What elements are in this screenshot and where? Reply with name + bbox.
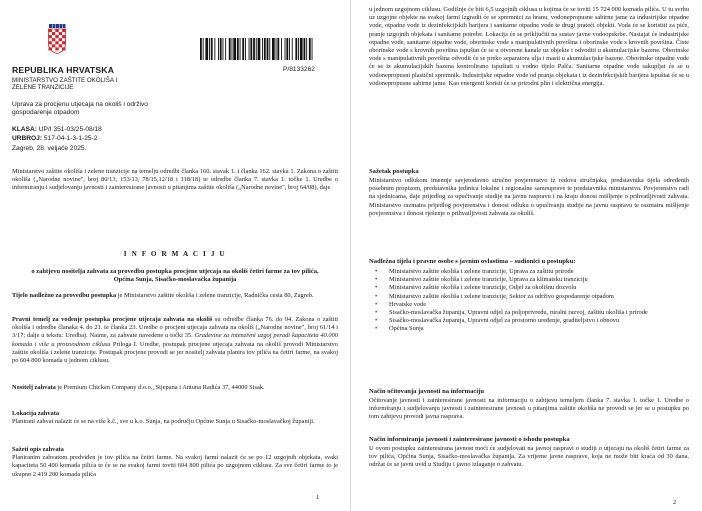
competent-body-text: je Ministarstvo zaštite okoliša i zelene tranzicije, Radnička cesta 80, Zagreb. xyxy=(116,292,314,299)
klasa-label: KLASA: xyxy=(12,126,37,133)
list-item: • Općina Sunja xyxy=(369,325,689,333)
directorate-name: Uprava za procjenu utjecaja na okoliš i održivo gospodarenje otpadom xyxy=(12,101,148,117)
summary-title: Sažeti opis zahvata xyxy=(12,446,64,453)
document-page-1 xyxy=(0,0,350,511)
document-title: I N F O R M A C I J U xyxy=(123,250,227,258)
intro-paragraph: Ministarstvo zaštite okoliša i zelene tranzicije na temelju odredbi članka 160. stavak 1. i članka 162. stavka 1. Zakona o zaštiti okoliša („Narodne novine", broj 80/13, 153/13, 78/15,12/18 i 118/18) te odredbe članka 7. stavka 1. točke 1. Uredbe o informiranju i sudjelovanju javnosti i zainteresirane javnosti u pitanjima zaštite okoliša („Narodne novine", broj 64/08), daje xyxy=(12,168,338,192)
urbroj-label: URBROJ: xyxy=(12,134,43,142)
legal-basis-text-1: su odredbe članka 76. do 94. Zakona o zaštiti okoliša i odredbe članaka 4. do 21. te članka 23. Uredbe o procjeni utjecaja zahvata na okoliš („Narodne novine", broj 61/14 i 3/17; dalje u tekstu: Uredba). Naime, za zahvate navedene u točki 35. xyxy=(12,316,338,340)
location-text: Planirani zahvat nalazit će se na više k.č., sve u k.o. Sunja, na području Općine Sunja u Sisačko-moslavačkoj županiji. xyxy=(12,418,315,426)
republic-heading: REPUBLIKA HRVATSKA xyxy=(12,65,115,75)
summary-section xyxy=(12,446,338,479)
place-date: Zagreb, 28. veljače 2025. xyxy=(12,145,87,153)
croatian-coat-of-arms-icon xyxy=(48,24,66,54)
list-item: • Sisačko-moslavačka županija, Upravni odjel za poljoprivredu, ruralni razvoj, zaštitu okoliša i prirode xyxy=(369,309,689,317)
authorities-list xyxy=(369,268,689,334)
location-title: Lokacija zahvata xyxy=(12,410,60,417)
authorities-title: Nadležna tijela i pravne osobe s javnim ovlastima – sudionici u postupku: xyxy=(369,258,576,265)
location-section xyxy=(12,410,338,426)
list-item: • Ministarstvo zaštite okoliša i zelene tranzicije, Uprava za klimatsku tranziciju xyxy=(369,276,689,284)
procedure-text: Ministarstvo odlukom imenuje savjetodavno stručno povjerenstvo iz redova stručnjaka, predstavnika tijela određenih posebnim propisom, predstavnika jedinica lokalne i regionalne samouprave te predstavnika ministarstva. Povjerenstvo radi na sjednicama, daje prijedlog za upućivanje studije na javnu raspravu i na kraju donosi mišljenje o prihvatljivosti zahvata. Ministarstvo razmatra prijedlog povjerenstva i donosi odluku o upućivanju studije na javnu raspravu te razmatra mišljenje povjerenstva i donosi rješenje o prihvatljivosti zahvata za okoliš. xyxy=(369,177,689,217)
document-page-2 xyxy=(351,0,702,511)
legal-basis-paragraph xyxy=(12,316,338,365)
list-item: • Hrvatske vode xyxy=(369,301,689,309)
klasa-value: UP/I 351-03/25-08/18 xyxy=(38,126,102,133)
competent-body-paragraph xyxy=(12,292,338,300)
urbroj-value: 517-04-1-3-1-25-2 xyxy=(43,134,98,142)
inform-title: Način očitovanja javnosti na informaciju xyxy=(369,388,485,395)
page-number: 1 xyxy=(316,494,320,501)
list-item: • Ministarstvo zaštite okoliša i zelene tranzicije, Sektor za održivo gospodarenje otpadom xyxy=(369,293,689,301)
holder-label: Nositelj zahvata xyxy=(12,384,56,391)
list-item: • Sisačko-moslavačka županija, Upravni odjel za prostorno uređenje, graditeljstvo i obnovu xyxy=(369,317,689,325)
summary-text: Planiranim zahvatom predviđen je tov pilića na četiri farme. Na svakoj farmi nalazit će se po 12 uzgojnih objekata, svaki kapaciteta 50 400 komada pilića te će se na svakoj farmi toviti 604 800 pilića po uzgojnom ciklusu. Za sve četiri farme to je ukupno 2 419 200 komada pilića xyxy=(12,454,338,478)
holder-paragraph xyxy=(12,384,338,392)
barcode-icon xyxy=(200,38,315,60)
competent-body-label: Tijelo nadležno za provedbu postupka xyxy=(12,292,117,299)
legal-basis-text-2: Priloga I. Uredbe, postupak procjene utjecaja zahvata na okoliš provodi Ministarstvo zaštite okoliša i zelene tranzicije. Postupak procjene provodi se jer nositelj zahvata planira tov pilića na četiri farme, na svakoj po 604 800 komada u jednom ciklusu. xyxy=(12,340,338,364)
outcome-text: U ovom postupku zainteresirana javnost moći će sudjelovati na javnoj raspravi o studiji o utjecaju na okoliš četiri farme za tov pilića, Općina Sunja, Sisačko-moslavačka županija. Za vrijeme javne rasprave, koja ne može biti kraća od 30 dana, održat će se javni uvid u Studiju i javno izlaganje o zahvatu. xyxy=(369,445,689,469)
outcome-title: Način informiranja javnosti i zainteresirane javnosti o ishodu postupka xyxy=(369,436,570,443)
legal-basis-label: Pravni temelj za vođenje postupka procjene utjecaja zahvata na okoliš xyxy=(12,316,213,323)
legal-basis-italic: Gradevine za intenzivni uzgoj peradi kapaciteta 40.000 komada i više u proizvodnom ciklusu xyxy=(12,332,338,348)
inform-text: Očitovanje javnosti i zainteresirane javnosti na informaciju o zahtjevu temeljem članka 7. stavka 1. točke 1. Uredbe o informiranju i sudjelovanju javnosti i zainteresirane javnosti u pitanjima zaštite okoliša ne provodi se jer se u postupku po tom zahtjevu provodi javna rasprava. xyxy=(369,397,689,421)
ministry-name: MINISTARSTVO ZAŠTITE OKOLIŠA I ZELENE TRANZICIJE xyxy=(12,77,118,92)
list-item: • Ministarstvo zaštite okoliša i zelene tranzicije, Uprava za zaštitu prirode xyxy=(369,268,689,276)
list-item: • Ministarstvo zaštite okoliša i zelene tranzicije, Odjel za okolišnu dozvolu xyxy=(369,284,689,292)
continuation-paragraph: u jednom uzgojnom ciklusu. Godišnje će biti 6,5 uzgojnih ciklusa u kojima će se toviti 15 724 000 komada pilića. U tu svrhu uz uzgojne objekte na svakoj farmi izgradit će se spremnici za hranu, vodonepropusne sabirne jame za industrijske otpadne vode, otpadne vode iz dezinfekcijskih barijera i sanitarne otpadne vode te drugi prateći objekti. Voda će se koristiti za piće, pranje uzgojnih objekata i sanitarne potrebe. Lokacija će se priključiti na sustav javne vodoopskrbe. Nastajat će industrijske otpadne vode, sanitarne otpadne vode, oborinske vode s manipulativnih površina i oborinske vode s krovnih površina. Čiste oborinske vode s krovnih površina ispuštat će se u otvorene kanale uz objekte i odvoditi u akumulacijske bazene. Oborinske vode s manipulativnih površina odvodit će se preko separatora ulja i masti u akumulacijske bazene. Oborinske otpadne vode će se iz akumulacijskih bazena kontrolirano ispuštati u vodno tijelo Palča. Sanitarne otpadne vode sakupljat će se u vodonepropusni plastični spremnik. Industrijske otpadne vode od pranja objekata i iz dezinfekcijskih barijera ispuštat će se u vodonepropusne sabirne jame. Kao energenti koristi će se prirodni plin i električna energija. xyxy=(369,6,689,87)
procedure-title: Sažetak postupka xyxy=(369,168,419,175)
registry-number: P/8133262 xyxy=(283,66,315,73)
holder-text: je Premium Chicken Company d.o.o., Stjepana i Antuna Radića 37, 44000 Sisak. xyxy=(55,384,265,391)
document-subject: o zahtjevu nositelja zahvata za provedbu postupka procjene utjecaja na okoliš četiri farme za tov pilića, Općina Sunja, Sisačko-moslavačka županija xyxy=(31,268,319,284)
page-number: 2 xyxy=(673,499,677,506)
reference-block xyxy=(12,126,102,154)
